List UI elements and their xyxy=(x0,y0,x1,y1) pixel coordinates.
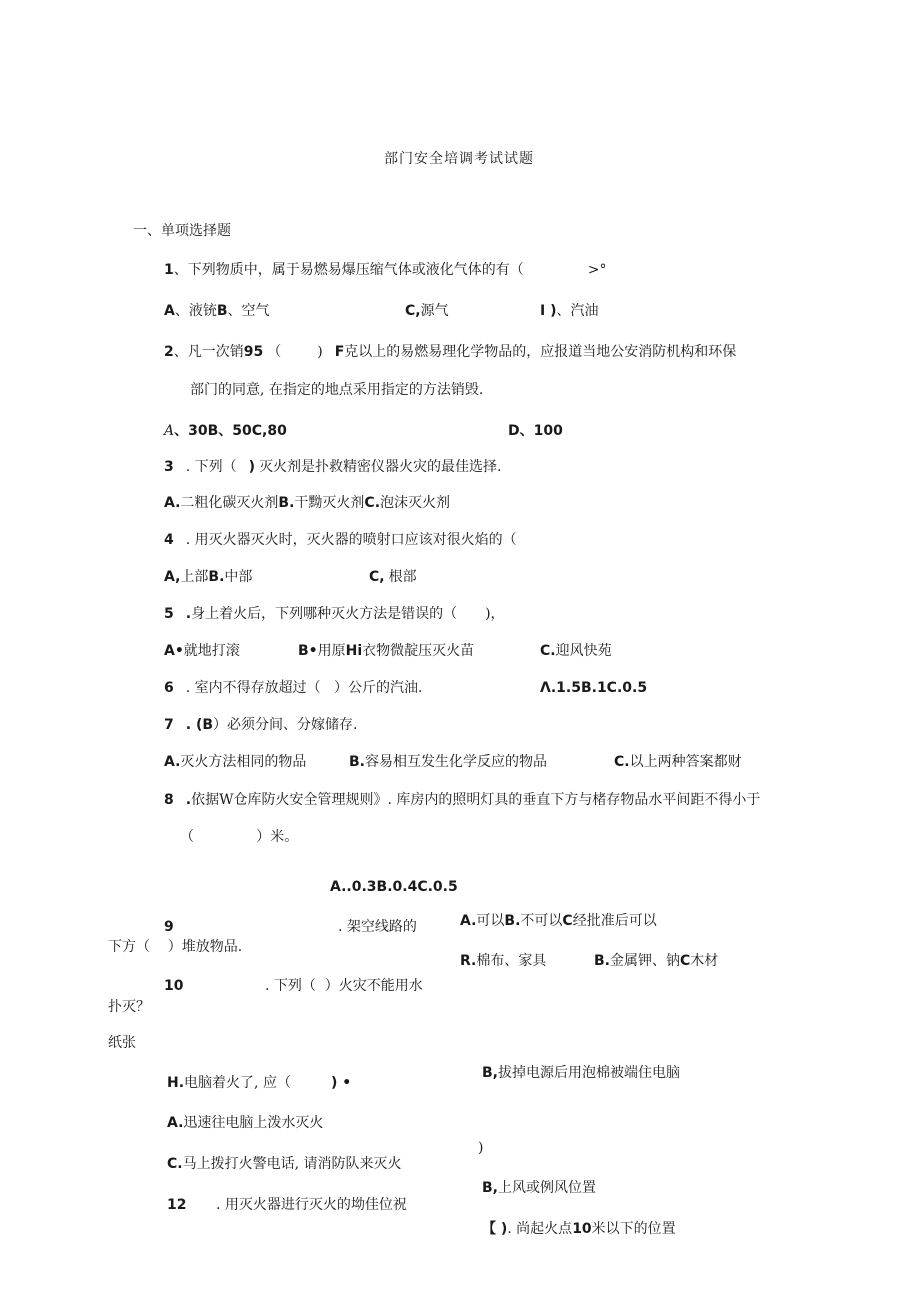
option-b-text: 容易相互发生化学反应的物品 xyxy=(365,754,547,770)
option-b-text-cont: 衣物微靛压灭火苗 xyxy=(362,643,475,659)
option-a-label: A. xyxy=(167,1115,184,1131)
question-4 xyxy=(164,530,517,550)
question-number: H. xyxy=(167,1075,185,1091)
option-d-label: 【 ) xyxy=(482,1221,508,1237)
question-9-text: . 架空线路的 xyxy=(338,919,417,935)
question-bold: 95 xyxy=(243,344,264,360)
question-7 xyxy=(164,715,357,735)
question-11 xyxy=(167,1073,351,1093)
paren-close: ) xyxy=(248,459,256,475)
option-b-text: 中部 xyxy=(224,569,253,585)
question-8 xyxy=(164,790,760,810)
question-10-option-a xyxy=(460,951,546,971)
option-c-text: 泡沫灭火剂 xyxy=(380,495,451,511)
question-8-line-2: （ ）米。 xyxy=(180,829,299,845)
question-paren: . ( xyxy=(185,717,203,733)
option-c-text: 迎风快苑 xyxy=(555,643,612,659)
option-c-label: C. xyxy=(540,643,556,659)
question-3 xyxy=(164,457,502,477)
question-number: 8 xyxy=(164,792,174,808)
page-title: 部门安全培调考试试题 xyxy=(384,151,534,167)
question-number: 7 xyxy=(164,717,174,733)
question-6 xyxy=(164,678,422,698)
section-heading: 一、单项选择题 xyxy=(133,223,231,239)
option-b-label: B, xyxy=(482,1180,498,1196)
question-10-line-3: 纸张 xyxy=(108,1035,136,1051)
option-b-label: B. xyxy=(208,569,225,585)
option-a-label: A xyxy=(164,423,175,439)
question-text: 、凡一次销 xyxy=(173,344,244,360)
question-2-line-2: 部门的同意, 在指定的地点采用指定的方法销毁. xyxy=(190,382,484,398)
option-b-text: 金属钾、钠 xyxy=(610,953,680,969)
option-b-text: 、空气 xyxy=(227,303,270,319)
option-c-text: 根部 xyxy=(388,569,417,585)
question-10-text: . 下列（ ）火灾不能用水 xyxy=(265,978,423,994)
question-3-options xyxy=(164,493,450,513)
option-c-text: 源气 xyxy=(420,303,449,319)
question-12-option-d xyxy=(482,1219,676,1239)
question-text: . 下列（ xyxy=(185,459,237,475)
option-a-text: 可以 xyxy=(476,913,505,929)
question-11-option-c xyxy=(167,1154,402,1174)
question-text: . 用灭火器灭火时，灭火器的喷射口应该对很火焰的（ xyxy=(185,532,517,548)
question-8-options: A..0.3B.0.4C.0.5 xyxy=(330,879,458,895)
option-b-text: 不可以 xyxy=(520,913,563,929)
question-number: 3 xyxy=(164,459,174,475)
question-1-option-c xyxy=(405,301,449,321)
question-9-options xyxy=(460,911,657,931)
question-text: 电脑着火了, 应（ xyxy=(184,1075,291,1091)
question-7-option-a xyxy=(164,752,306,772)
question-dot: . xyxy=(185,606,192,622)
option-a-text: 迅速往电脑上泼水灭火 xyxy=(183,1115,324,1131)
option-b-label: B, xyxy=(482,1065,498,1081)
question-number: 6 xyxy=(164,680,174,696)
option-d-text-cont: 米以下的位置 xyxy=(591,1221,676,1237)
option-c-text: 经批准后可以 xyxy=(572,913,657,929)
question-5-option-c xyxy=(540,641,612,661)
question-text-end: )， xyxy=(485,606,505,622)
option-c-text: 以上两种答案都财 xyxy=(629,754,742,770)
paren-open: （ xyxy=(267,344,282,360)
question-10-number: 10 xyxy=(164,978,184,994)
option-c-label: C. xyxy=(614,754,630,770)
question-number: 4 xyxy=(164,532,174,548)
question-1-option-d xyxy=(540,301,598,321)
option-a-text: 二粗化碳灭火剂 xyxy=(180,495,279,511)
option-d-text: . 尚起火点 xyxy=(507,1221,573,1237)
option-b-text: 干黝灭火剂 xyxy=(294,495,365,511)
question-text-cont: 克以上的易燃易理化学物品的，应报道当地公安消防机构和环保 xyxy=(344,344,737,360)
question-end: >° xyxy=(587,262,607,278)
question-5 xyxy=(164,604,505,624)
option-d-label: I ) xyxy=(540,303,557,319)
question-text: 依据W仓库防火安全管理规则》. 库房内的照明灯具的垂直下方与楮存物品水平间距不得小于 xyxy=(191,792,761,808)
question-2-options xyxy=(164,421,287,441)
option-b-text: 用原 xyxy=(317,643,346,659)
question-dot: . xyxy=(185,792,192,808)
question-1-options xyxy=(164,301,270,321)
question-text-cont: 灭火剂是扑救精密仪器火灾的最佳选择. xyxy=(259,459,502,475)
question-number: 1 xyxy=(164,262,174,278)
question-10-option-b xyxy=(594,951,718,971)
option-c-text: 木材 xyxy=(690,953,719,969)
option-a-text: 就地打滚 xyxy=(183,643,240,659)
stray-paren: ) xyxy=(478,1140,484,1156)
question-5-option-b xyxy=(298,641,474,661)
option-c-label: C. xyxy=(167,1156,183,1172)
question-5-option-a xyxy=(164,641,240,661)
question-1 xyxy=(164,260,606,280)
question-text: ）必须分间、分嫁储存. xyxy=(213,717,358,733)
option-d-bold: 10 xyxy=(572,1221,592,1237)
option-a-label: A xyxy=(164,303,175,319)
question-text: . 室内不得存放超过（ ）公斤的汽油. xyxy=(185,680,423,696)
option-a-label: A. xyxy=(164,754,181,770)
options-abc: 、30B、50C,80 xyxy=(174,423,287,439)
option-b-label: B. xyxy=(594,953,610,969)
question-bold: F xyxy=(334,344,345,360)
question-2-option-d: D、100 xyxy=(508,423,563,439)
question-text: 、下列物质中，属于易燃易爆压缩气体或液化气体的有（ xyxy=(173,262,524,278)
option-b-label: B xyxy=(216,303,228,319)
question-9-line-2: 下方（ ）堆放物品. xyxy=(108,939,243,955)
question-end: ) • xyxy=(330,1075,352,1091)
question-12-text: . 用灭火器进行灭火的坳佳位祝 xyxy=(216,1197,407,1213)
option-c-label: C. xyxy=(364,495,381,511)
option-a-label: A, xyxy=(164,569,181,585)
option-a-label: R. xyxy=(460,953,477,969)
question-7-option-b xyxy=(349,752,547,772)
option-b-label: B• xyxy=(298,643,318,659)
option-a-label: A. xyxy=(164,495,181,511)
question-9-number: 9 xyxy=(164,919,174,935)
option-a-text: 灭火方法相同的物品 xyxy=(180,754,307,770)
answer-letter: B xyxy=(202,717,214,733)
option-c-label: C, xyxy=(369,569,385,585)
option-b-text: 拔掉电源后用泡棉被端住电脑 xyxy=(498,1065,680,1081)
option-b-text: 上风或例风位置 xyxy=(498,1180,596,1196)
option-d-text: 、汽油 xyxy=(556,303,599,319)
question-4-option-c xyxy=(369,567,417,587)
option-a-label: A. xyxy=(460,913,477,929)
option-c-label: C, xyxy=(405,303,421,319)
option-b-bold: Hi xyxy=(345,643,363,659)
question-2 xyxy=(164,342,736,362)
question-number: 5 xyxy=(164,606,174,622)
option-b-label: B. xyxy=(278,495,295,511)
paren-close: ) xyxy=(317,344,323,360)
option-a-text: 上部 xyxy=(180,569,209,585)
option-b-label: B. xyxy=(504,913,521,929)
option-b-label: B. xyxy=(349,754,365,770)
option-a-label: A• xyxy=(164,643,184,659)
question-12-option-b xyxy=(482,1178,596,1198)
question-text: 身上着火后，下列哪种灭火方法是错误的（ xyxy=(191,606,458,622)
option-a-text: 棉布、家具 xyxy=(476,953,547,969)
option-a-text: 、液铳 xyxy=(174,303,217,319)
question-6-options: Λ.1.5B.1C.0.5 xyxy=(540,680,648,696)
question-11-option-a xyxy=(167,1113,323,1133)
question-4-options xyxy=(164,567,252,587)
option-c-label: C xyxy=(680,953,691,969)
option-c-label: C xyxy=(562,913,573,929)
question-number: 2 xyxy=(164,344,174,360)
question-10-line-2: 扑灭？ xyxy=(108,999,150,1015)
question-11-option-b xyxy=(482,1063,680,1083)
question-7-option-c xyxy=(614,752,742,772)
question-12-number: 12 xyxy=(167,1197,187,1213)
option-c-text: 马上拨打火警电话, 请消防队来灭火 xyxy=(182,1156,402,1172)
